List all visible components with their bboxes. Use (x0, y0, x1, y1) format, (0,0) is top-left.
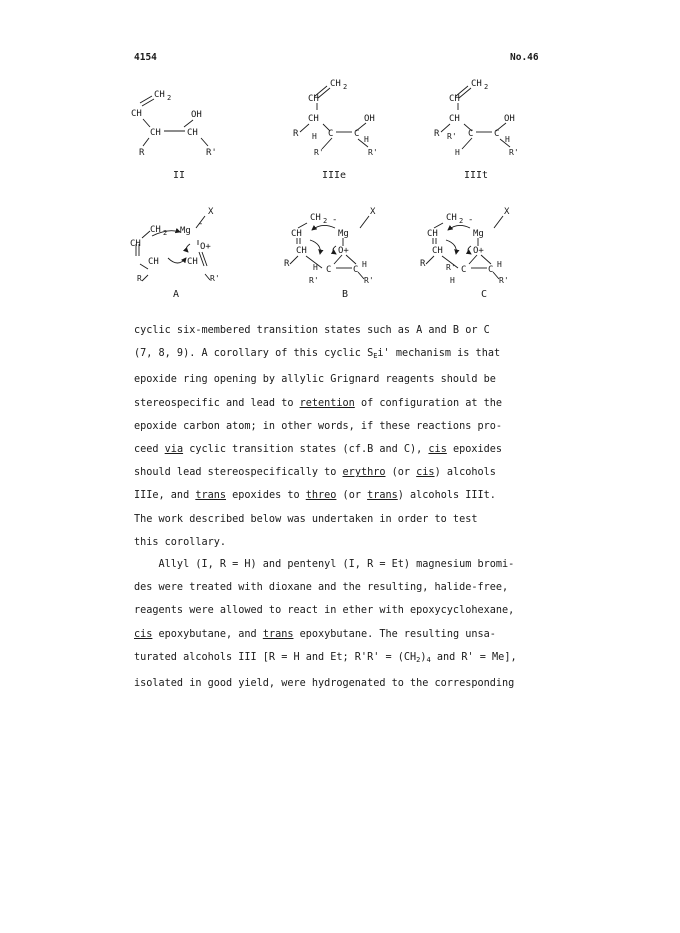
text-line: reagents were allowed to react in ether with epoxycyclohexane, (134, 605, 515, 617)
text-line: this corollary. (134, 536, 227, 548)
text-line: Allyl (I, R = H) and pentenyl (I, R = Et) magnesium bromi- (134, 559, 515, 570)
label-A: A (173, 289, 180, 300)
underlined-term: threo (305, 490, 337, 502)
minus-sign: - (332, 215, 338, 225)
atom-ch2: CH (330, 79, 341, 89)
subscript: 4 (426, 655, 431, 664)
subscript-2: 2 (323, 217, 328, 225)
underlined-term: retention (299, 397, 355, 409)
atom-ch: CH (432, 246, 443, 256)
atom-x: X (208, 207, 214, 217)
atom-h: H (450, 276, 455, 285)
atom-c: C (494, 129, 500, 139)
text-line: IIIe, and trans epoxides to threo (or trans) alcohols IIIt. (134, 490, 496, 502)
minus-sign: - (468, 215, 474, 225)
underlined-term: trans (262, 628, 294, 640)
atom-mg: Mg (473, 229, 484, 239)
atom-r: R (434, 129, 440, 139)
underlined-term: cis (428, 444, 447, 456)
subscript-2: 2 (343, 83, 348, 91)
atom-ch2: CH (150, 225, 161, 235)
structure-II (140, 96, 208, 146)
atom-ch: CH (308, 94, 319, 104)
atom-c: C (468, 129, 474, 139)
paragraph-2 (134, 553, 554, 695)
atom-x: X (504, 207, 510, 217)
atom-o-plus: O+ (473, 246, 484, 256)
atom-ch: CH (187, 257, 198, 267)
atom-ch: CH (187, 128, 198, 138)
underlined-term: trans (367, 490, 398, 502)
atom-ch2: CH (154, 90, 165, 100)
atom-c: C (488, 265, 494, 275)
atom-oh: OH (364, 114, 375, 124)
atom-h: H (362, 260, 367, 269)
underlined-term: cis (416, 467, 435, 479)
chemical-structures-figure (0, 0, 680, 310)
atom-ch: CH (308, 114, 319, 124)
atom-c: C (354, 129, 360, 139)
subscript: E (373, 352, 378, 361)
atom-r: R (420, 259, 426, 269)
underlined-term: cis (134, 628, 153, 640)
label-II: II (173, 170, 186, 181)
atom-h: H (313, 263, 318, 272)
text-line: cis epoxybutane, and trans epoxybutane. The resulting unsa- (134, 628, 496, 640)
atom-r-prime: R' (499, 276, 509, 285)
atom-r-prime: R' (206, 148, 217, 158)
atom-ch: CH (148, 257, 159, 267)
atom-ch2: CH (310, 213, 321, 223)
atom-r: R (137, 274, 142, 283)
text-line: The work described below was undertaken in order to test (134, 513, 478, 525)
atom-ch: CH (291, 229, 302, 239)
atom-h: H (455, 148, 460, 157)
text-line: turated alcohols III [R = H and Et; $R'R' = (CH_2)_4$ and R' = Me], (134, 651, 517, 664)
atom-ch: CH (449, 114, 460, 124)
text-line: should lead stereospecifically to erythro (or cis) alcohols (134, 467, 496, 479)
atom-x: X (370, 207, 376, 217)
subscript-2: 2 (484, 83, 489, 91)
atom-ch2: CH (471, 79, 482, 89)
atom-h: H (505, 135, 510, 144)
label-C: C (481, 289, 488, 300)
minus-sign: - (198, 219, 204, 229)
atom-r-prime: R' (210, 274, 220, 283)
text-line: stereospecific and lead to retention of configuration at the (134, 397, 503, 409)
text-line: isolated in good yield, were hydrogenated to the corresponding (134, 678, 515, 690)
atom-oh: OH (504, 114, 515, 124)
subscript-2: 2 (459, 217, 464, 225)
atom-mg: Mg (338, 229, 349, 239)
atom-c: C (353, 265, 359, 275)
atom-r-prime: R' (447, 132, 457, 141)
page-number: 4154 (134, 52, 157, 63)
atom-ch: CH (150, 128, 161, 138)
atom-h: H (312, 132, 317, 141)
atom-h: H (497, 260, 502, 269)
atom-r: R (139, 148, 145, 158)
atom-r-prime: R' (364, 276, 374, 285)
atom-h: H (364, 135, 369, 144)
atom-r: R (284, 259, 290, 269)
subscript-2: 2 (163, 229, 168, 237)
text-line: ceed via cyclic transition states (cf.B and C), cis epoxides (134, 444, 503, 456)
atom-c: C (328, 129, 334, 139)
atom-r: R (293, 129, 299, 139)
subscript: 2 (416, 655, 421, 664)
underlined-term: erythro (342, 467, 386, 479)
subscript-2: 2 (167, 94, 172, 102)
text-line: cyclic six-membered transition states such as A and B or C (134, 325, 490, 336)
atom-ch: CH (449, 94, 460, 104)
label-IIIe: IIIe (322, 170, 347, 181)
atom-ch: CH (427, 229, 438, 239)
paragraph-1 (134, 319, 554, 554)
atom-c: C (461, 265, 467, 275)
journal-number: No.46 (510, 52, 539, 63)
atom-oh: OH (191, 110, 202, 120)
text-line: des were treated with dioxane and the resulting, halide-free, (134, 582, 509, 594)
text-line: (7, 8, 9). A corollary of this cyclic $S_Ei'$ mechanism is that (134, 348, 501, 361)
label-IIIt: IIIt (464, 170, 489, 181)
underlined-term: trans (195, 490, 227, 502)
atom-r-prime: R' (314, 148, 324, 157)
underlined-term: via (164, 444, 184, 456)
atom-r-prime: R' (446, 263, 456, 272)
atom-mg: Mg (180, 226, 191, 236)
label-B: B (342, 289, 349, 300)
atom-ch: CH (130, 239, 141, 249)
atom-r-prime: R' (309, 276, 319, 285)
atom-r-prime: R' (368, 148, 378, 157)
atom-ch: CH (131, 109, 142, 119)
atom-c: C (326, 265, 332, 275)
atom-r-prime: R' (509, 148, 519, 157)
text-line: epoxide ring opening by allylic Grignard reagents should be (134, 374, 496, 386)
text-line: epoxide carbon atom; in other words, if these reactions pro- (134, 420, 503, 432)
atom-ch2: CH (446, 213, 457, 223)
atom-o-plus: O+ (338, 246, 349, 256)
atom-ch: CH (296, 246, 307, 256)
atom-o-plus: O+ (200, 242, 211, 252)
